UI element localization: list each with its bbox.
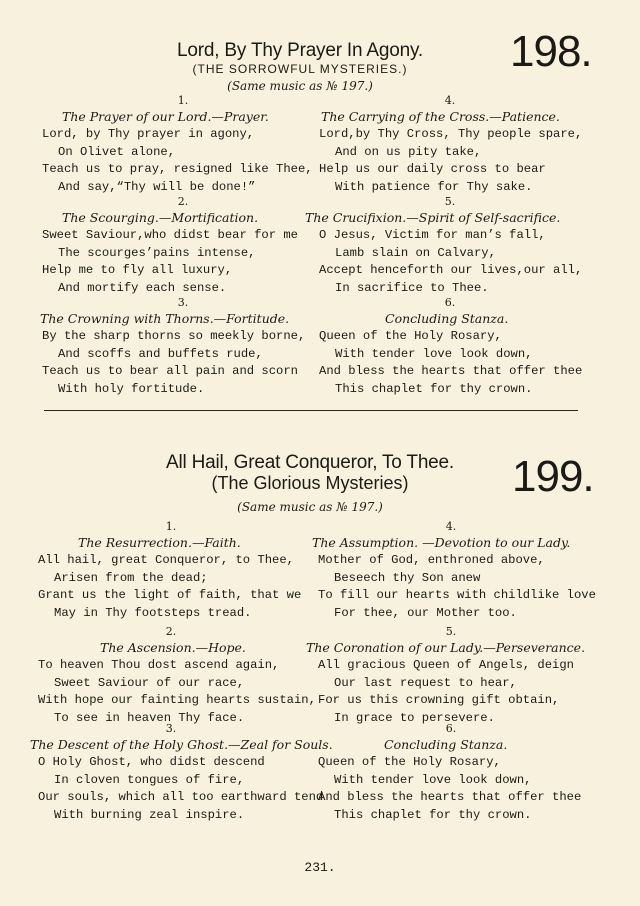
- stanza-number: 2.: [165, 625, 177, 638]
- stanza-line: And bless the hearts that offer thee: [319, 364, 583, 378]
- stanza-line: By the sharp thorns so meekly borne,: [42, 329, 306, 343]
- stanza-line: And on us pity take,: [335, 144, 482, 159]
- stanza-line: Teach us to pray, resigned like Thee,: [42, 162, 313, 176]
- stanza-number: 5.: [445, 625, 457, 638]
- hymn-198-music-note: (Same music as № 197.): [227, 79, 373, 93]
- stanza-line: This chaplet for thy crown.: [334, 807, 532, 822]
- stanza-heading: The Descent of the Holy Ghost.—Zeal for Souls.: [30, 737, 333, 752]
- stanza-line: And mortify each sense.: [58, 280, 227, 295]
- hymn-198-stanza-1: [38, 94, 328, 196]
- stanza-line: O Jesus, Victim for man’s fall,: [319, 228, 546, 242]
- stanza-line: With holy fortitude.: [58, 381, 205, 396]
- stanza-number: 6.: [445, 722, 457, 735]
- stanza-line: For thee, our Mother too.: [334, 605, 517, 620]
- stanza-line: All hail, great Conqueror, to Thee,: [38, 553, 294, 567]
- stanza-line: This chaplet for thy crown.: [335, 381, 533, 396]
- hymn-199-stanza-2: [26, 625, 316, 727]
- stanza-number: 3.: [165, 722, 177, 735]
- stanza-line: In sacrifice to Thee.: [335, 280, 489, 295]
- stanza-line: In cloven tongues of fire,: [54, 772, 245, 787]
- hymn-198-stanza-4: [305, 94, 595, 196]
- stanza-line: For us this crowning gift obtain,: [318, 693, 560, 707]
- stanza-line: Teach us to bear all pain and scorn: [42, 364, 298, 378]
- hymn-198-number: 198.: [510, 27, 592, 76]
- stanza-line: Help me to fly all luxury,: [42, 263, 233, 277]
- hymn-199-music-note: (Same music as № 197.): [237, 500, 383, 514]
- hymn-199-subtitle: (The Glorious Mysteries): [211, 473, 409, 493]
- stanza-line: And scoffs and buffets rude,: [58, 346, 263, 361]
- stanza-line: To see in heaven Thy face.: [54, 710, 245, 725]
- stanza-line: Beseech thy Son anew: [334, 570, 481, 585]
- stanza-number: 1.: [165, 520, 177, 533]
- stanza-line: With burning zeal inspire.: [54, 807, 245, 822]
- hymn-198-stanza-5: [305, 195, 595, 297]
- hymn-199-title: All Hail, Great Conqueror, To Thee.: [165, 452, 454, 473]
- stanza-line: All gracious Queen of Angels, deign: [318, 658, 574, 672]
- stanza-number: 3.: [177, 296, 189, 309]
- stanza-heading: The Carrying of the Cross.—Patience.: [321, 109, 560, 124]
- stanza-line: Sweet Saviour of our race,: [54, 675, 245, 690]
- stanza-number: 6.: [444, 296, 456, 309]
- stanza-line: O Holy Ghost, who didst descend: [38, 755, 265, 769]
- stanza-line: With patience for Thy sake.: [335, 179, 533, 194]
- stanza-line: Lord,by Thy Cross, Thy people spare,: [319, 127, 583, 141]
- hymn-198-title: Lord, By Thy Prayer In Agony.: [177, 40, 423, 61]
- stanza-heading: The Prayer of our Lord.—Prayer.: [62, 109, 269, 124]
- stanza-line: Help us our daily cross to bear: [319, 162, 546, 176]
- stanza-line: To fill our hearts with childlike love: [318, 588, 596, 602]
- stanza-line: With hope our fainting hearts sustain,: [38, 693, 316, 707]
- hymn-199-stanza-6: [306, 722, 596, 824]
- stanza-line: Arisen from the dead;: [54, 570, 208, 585]
- stanza-heading: Concluding Stanza.: [384, 737, 508, 752]
- hymn-199-stanza-4: [306, 520, 596, 622]
- stanza-line: May in Thy footsteps tread.: [54, 605, 252, 620]
- stanza-line: With tender love look down,: [335, 346, 533, 361]
- stanza-number: 4.: [445, 520, 457, 533]
- stanza-number: 1.: [177, 94, 189, 107]
- stanza-heading: The Assumption. —Devotion to our Lady.: [312, 535, 571, 550]
- stanza-line: Our last request to hear,: [334, 675, 517, 690]
- stanza-line: Lamb slain on Calvary,: [335, 245, 496, 260]
- stanza-line: And say,“Thy will be done!”: [58, 179, 256, 194]
- hymn-198-stanza-3: [38, 296, 328, 398]
- stanza-line: Lord, by Thy prayer in agony,: [42, 127, 255, 141]
- stanza-heading: The Resurrection.—Faith.: [78, 535, 241, 550]
- stanza-line: Mother of God, enthroned above,: [318, 553, 545, 567]
- stanza-heading: The Crowning with Thorns.—Fortitude.: [40, 311, 290, 326]
- hymn-199-stanza-1: [26, 520, 316, 622]
- stanza-line: The scourges’pains intense,: [58, 245, 256, 260]
- stanza-line: Our souls, which all too earthward tend: [38, 790, 324, 804]
- stanza-line: In grace to persevere.: [334, 710, 495, 725]
- hymn-198-stanza-2: [38, 195, 328, 297]
- stanza-line: Grant us the light of faith, that we: [38, 588, 302, 602]
- stanza-line: On Olivet alone,: [58, 144, 176, 159]
- hymn-198-stanza-6: [305, 296, 595, 398]
- stanza-line: And bless the hearts that offer thee: [318, 790, 582, 804]
- stanza-heading: The Ascension.—Hope.: [100, 640, 246, 655]
- stanza-line: Accept henceforth our lives,our all,: [319, 263, 583, 277]
- stanza-heading: The Scourging.—Mortification.: [62, 210, 259, 225]
- stanza-line: Queen of the Holy Rosary,: [319, 329, 502, 343]
- stanza-line: Queen of the Holy Rosary,: [318, 755, 501, 769]
- stanza-number: 4.: [444, 94, 456, 107]
- stanza-line: With tender love look down,: [334, 772, 532, 787]
- stanza-heading: The Crucifixion.—Spirit of Self-sacrifice.: [305, 210, 561, 225]
- divider: [44, 410, 578, 411]
- stanza-line: Sweet Saviour,who didst bear for me: [42, 228, 298, 242]
- hymn-198-subtitle: (THE SORROWFUL MYSTERIES.): [192, 62, 408, 76]
- stanza-number: 5.: [444, 195, 456, 208]
- stanza-number: 2.: [177, 195, 189, 208]
- hymn-199-stanza-5: [306, 625, 596, 727]
- stanza-line: To heaven Thou dost ascend again,: [38, 658, 280, 672]
- hymn-199-stanza-3: [26, 722, 333, 824]
- stanza-heading: The Coronation of our Lady.—Perseverance.: [306, 640, 586, 655]
- stanza-heading: Concluding Stanza.: [385, 311, 509, 326]
- page-number: 231.: [304, 860, 336, 875]
- hymn-199-number: 199.: [512, 452, 594, 501]
